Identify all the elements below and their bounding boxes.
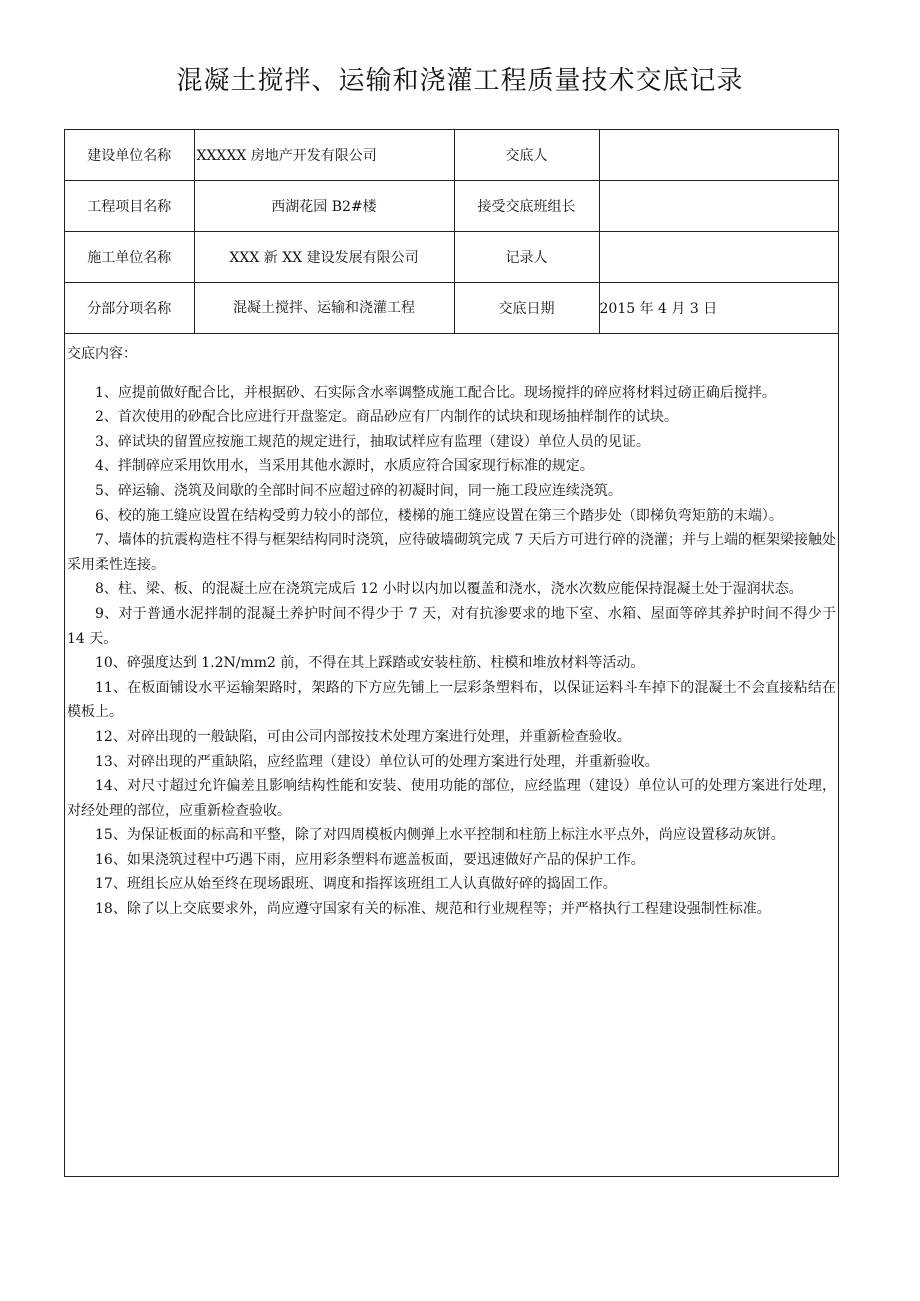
presenter-label: 交底人	[454, 130, 599, 181]
content-item: 1、应提前做好配合比，并根据砂、石实际含水率调整成施工配合比。现场搅拌的碎应将材料过磅正确后搅拌。	[95, 384, 776, 401]
page-title: 混凝土搅拌、运输和浇灌工程质量技术交底记录	[176, 66, 744, 96]
construction-unit-label: 建设单位名称	[65, 130, 194, 181]
content-item: 5、碎运输、浇筑及间歇的全部时间不应超过碎的初凝时间，同一施工段应连续浇筑。	[95, 482, 622, 499]
contractor-value: XXX 新 XX 建设发展有限公司	[194, 232, 454, 283]
content-item: 15、为保证板面的标高和平整，除了对四周模板内侧弹上水平控制和柱筋上标注水平点外，尚应设置移动灰饼。	[95, 827, 785, 844]
contractor-label: 施工单位名称	[65, 232, 194, 283]
recorder-value	[599, 232, 838, 283]
info-row	[65, 130, 838, 181]
content-item: 10、碎强度达到 1.2N∕mm2 前，不得在其上踩踏或安装柱筋、柱模和堆放材料等活动。	[95, 655, 645, 672]
project-name-label: 工程项目名称	[65, 181, 194, 232]
disclosure-content	[65, 334, 838, 922]
info-row	[65, 181, 838, 232]
team-leader-value	[599, 181, 838, 232]
team-leader-label: 接受交底班组长	[454, 181, 599, 232]
recorder-label: 记录人	[454, 232, 599, 283]
content-item: 18、除了以上交底要求外，尚应遵守国家有关的标准、规范和行业规程等；并严格执行工程建设强制性标准。	[95, 901, 771, 918]
content-item: 2、首次使用的砂配合比应进行开盘鉴定。商品砂应有厂内制作的试块和现场抽样制作的试块。	[95, 409, 678, 426]
content-item: 7、墙体的抗震构造柱不得与框架结构同时浇筑，应待破墙砌筑完成 7 天后方可进行碎的浇灌；并与上端的框架梁接触处采用柔性连接。	[67, 532, 836, 573]
content-item: 13、对碎出现的严重缺陷，应经监理（建设）单位认可的处理方案进行处理，并重新验收。	[95, 753, 659, 770]
content-heading: 交底内容：	[67, 346, 137, 362]
content-item: 8、柱、梁、板、的混凝土应在浇筑完成后 12 小时以内加以覆盖和浇水，浇水次数应能保持混凝土处于湿润状态。	[95, 581, 803, 598]
content-item: 12、对碎出现的一般缺陷，可由公司内部按技术处理方案进行处理，并重新检查验收。	[95, 728, 631, 745]
info-row	[65, 283, 838, 334]
content-item: 11、在板面铺设水平运输架路时，架路的下方应先铺上一层彩条塑料布，以保证运料斗车掉下的混凝土不会直接粘结在模板上。	[67, 679, 836, 721]
presenter-value	[599, 130, 838, 181]
project-name-value: 西湖花园 B2#楼	[194, 181, 454, 232]
record-form	[64, 129, 839, 1177]
info-row	[65, 232, 838, 283]
subproject-label: 分部分项名称	[65, 283, 194, 334]
subproject-value: 混凝土搅拌、运输和浇灌工程	[194, 283, 454, 334]
content-item: 3、碎试块的留置应按施工规范的规定进行，抽取试样应有监理（建设）单位人员的见证。	[95, 433, 650, 450]
content-item: 16、如果浇筑过程中巧遇下雨，应用彩条塑料布遮盖板面，要迅速做好产品的保护工作。	[95, 851, 645, 868]
content-item: 9、对于普通水泥拌制的混凝土养护时间不得少于 7 天，对有抗渗要求的地下室、水箱、屋面等碎其养护时间不得少于 14 天。	[67, 605, 836, 647]
date-label: 交底日期	[454, 283, 599, 334]
info-table	[65, 130, 838, 334]
content-item: 14、对尺寸超过允许偏差且影响结构性能和安装、使用功能的部位，应经监理（建设）单位认可的处理方案进行处理，对经处理的部位，应重新检查验收。	[67, 778, 836, 819]
date-value: 2015 年 4 月 3 日	[599, 283, 838, 334]
content-item: 17、班组长应从始至终在现场跟班、调度和指挥该班组工人认真做好碎的捣固工作。	[95, 876, 617, 893]
content-item: 6、校的施工缝应设置在结构受剪力较小的部位，楼梯的施工缝应设置在第三个踏步处（即梯负弯矩筋的末端）。	[95, 507, 783, 524]
content-item: 4、拌制碎应采用饮用水，当采用其他水源时，水质应符合国家现行标准的规定。	[95, 458, 594, 475]
construction-unit-value: XXXXX 房地产开发有限公司	[194, 130, 454, 181]
